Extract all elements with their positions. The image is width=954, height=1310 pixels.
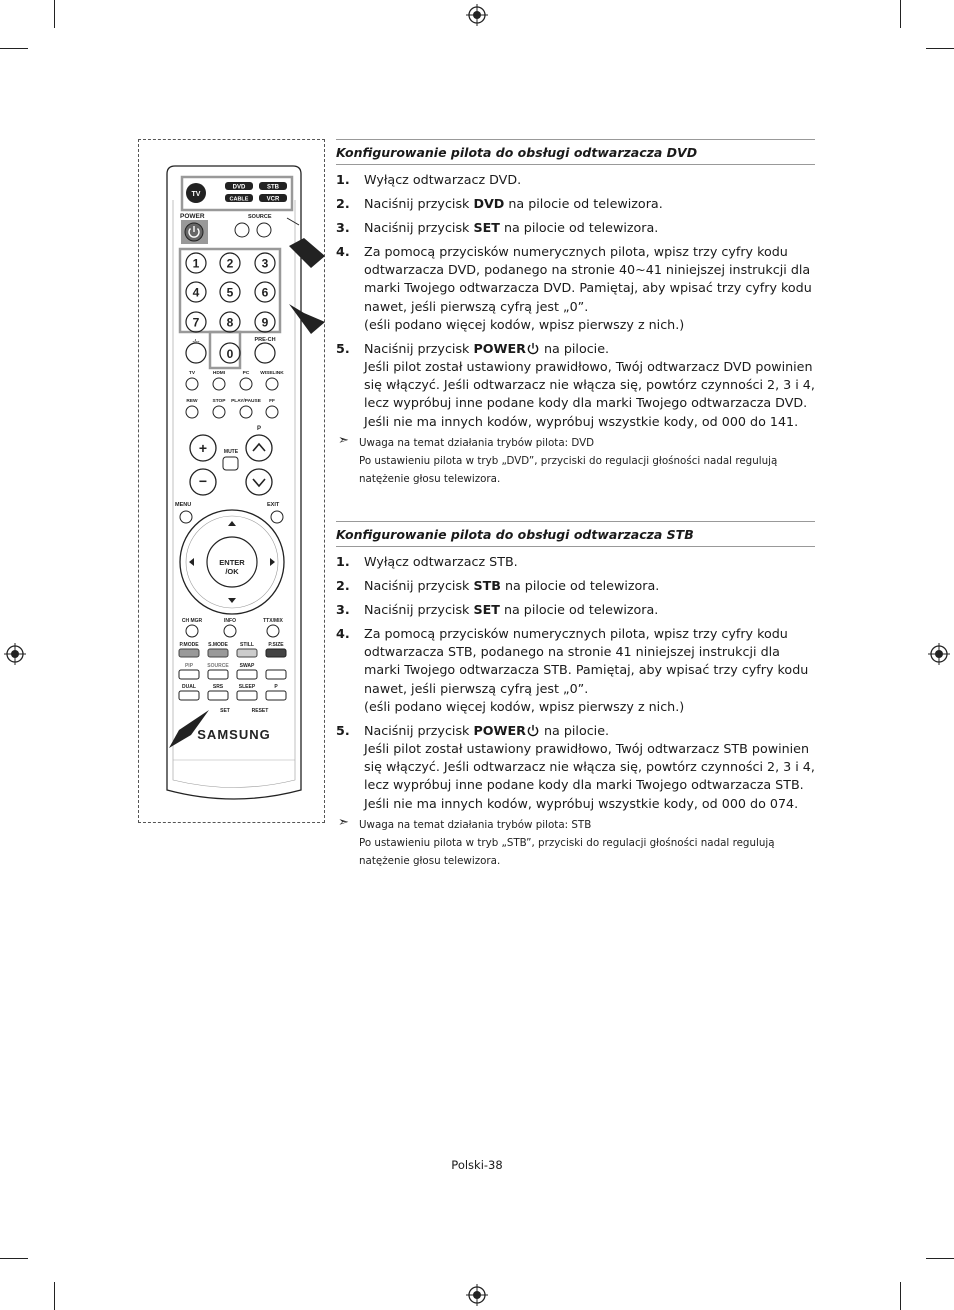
- row1-label-tv: TV: [188, 371, 196, 376]
- step-number: 3.: [336, 602, 350, 617]
- note-arrow-icon: ➣: [338, 432, 349, 448]
- note-title: Uwaga na temat działania trybów pilota: STB: [359, 818, 592, 831]
- registration-mark-icon: [4, 643, 26, 665]
- crop-mark: [0, 1258, 28, 1259]
- digit-label: 6: [261, 285, 269, 300]
- step-number: 1.: [336, 554, 350, 569]
- digit-label: 8: [226, 315, 234, 330]
- step-number: 5.: [336, 722, 350, 738]
- crop-mark: [900, 1282, 901, 1310]
- srs-label: SRS: [212, 684, 224, 690]
- psize-label: P.SIZE: [268, 642, 284, 648]
- step-text-post: na pilocie.: [539, 340, 610, 356]
- step-number: 2.: [336, 196, 350, 211]
- stb-mode-label: STB: [267, 184, 279, 191]
- pip-label: PIP: [184, 663, 194, 669]
- step-text: Naciśnij przycisk: [364, 220, 474, 235]
- step-text: Naciśnij przycisk: [364, 196, 474, 211]
- note-text: Po ustawieniu pilota w tryb „STB”, przyciski do regulacji głośności nadal regulują natężenie głosu telewizora.: [359, 836, 775, 867]
- exit-label: EXIT: [267, 502, 280, 508]
- step-text: Wyłącz odtwarzacz DVD.: [364, 172, 522, 187]
- tv-mode-label: TV: [191, 191, 201, 198]
- pmode-label: P.MODE: [179, 642, 199, 648]
- info-label: INFO: [224, 618, 236, 624]
- page-number: Polski-38: [451, 1158, 503, 1172]
- digit-label: 2: [226, 256, 234, 271]
- source2-label: SOURCE: [207, 663, 229, 669]
- set-label: SET: [220, 708, 230, 714]
- digit-0: 0: [226, 347, 234, 361]
- step-number: 5.: [336, 340, 350, 356]
- step-key: STB: [473, 578, 501, 593]
- step-item: [336, 722, 815, 813]
- dash-label: -/--: [192, 339, 200, 345]
- step-text: Naciśnij przycisk: [364, 340, 474, 356]
- step-item: [336, 577, 815, 595]
- step-text: Wyłącz odtwarzacz STB.: [364, 554, 518, 569]
- step-key: POWER: [473, 340, 526, 356]
- section-dvd: [336, 139, 815, 488]
- swap-label: SWAP: [239, 663, 255, 669]
- cable-mode-label: CABLE: [229, 196, 249, 203]
- note: [336, 434, 815, 488]
- p2-label: P: [274, 684, 278, 690]
- row1-label-hdmi: HDMI: [212, 371, 226, 376]
- menu-label: MENU: [175, 502, 192, 508]
- step-text: Naciśnij przycisk: [364, 602, 474, 617]
- step-extra: Jeśli pilot został ustawiony prawidłowo, Twój odtwarzacz DVD powinien się włączyć. Jeśli odtwarzacz nie włącza się, powtórz czynności 2, 3 i 4, lecz wypróbuj inne podane kody dla marki Twojego odtwarzacza DVD. Jeśli nie ma innych kodów, wypróbuj wszystkie kody, od 000 do 141.: [364, 359, 815, 429]
- step-number: 3.: [336, 220, 350, 235]
- step-key: DVD: [473, 196, 505, 211]
- ttxmix-label: TTX/MIX: [263, 618, 283, 624]
- step-item: [336, 601, 815, 619]
- step-text-post: na pilocie od telewizora.: [500, 578, 660, 593]
- step-text: Naciśnij przycisk: [364, 722, 474, 738]
- digit-label: 5: [226, 285, 234, 300]
- step-item: [336, 340, 815, 431]
- still-label: STILL: [240, 642, 254, 648]
- step-number: 2.: [336, 578, 350, 593]
- dual-label: DUAL: [182, 684, 196, 690]
- step-number: 4.: [336, 244, 350, 259]
- section-title: Konfigurowanie pilota do obsługi odtwarzacza STB: [336, 521, 815, 547]
- steps-list: [336, 553, 815, 813]
- source-label: SOURCE: [248, 214, 272, 220]
- step-number: 1.: [336, 172, 350, 187]
- smode-label: S.MODE: [208, 642, 228, 648]
- crop-mark: [54, 0, 55, 28]
- vcr-mode-label: VCR: [266, 196, 280, 203]
- row2-label-stop: STOP: [212, 399, 226, 404]
- digit-label: 7: [192, 315, 200, 330]
- step-item: [336, 553, 815, 571]
- step-extra: (eśli podano więcej kodów, wpisz pierwszy z nich.): [364, 316, 685, 332]
- step-item: [336, 219, 815, 237]
- sleep-label: SLEEP: [238, 684, 256, 690]
- remote-control-illustration: [139, 140, 326, 824]
- digit-label: 1: [192, 256, 200, 271]
- digit-label: 4: [192, 285, 200, 300]
- digit-label: 3: [261, 256, 269, 271]
- crop-mark: [0, 48, 28, 49]
- brand-logo: SAMSUNG: [197, 727, 271, 742]
- note: [336, 816, 815, 870]
- step-text-post: na pilocie od telewizora.: [504, 196, 663, 211]
- step-extra: (eśli podano więcej kodów, wpisz pierwszy z nich.): [364, 698, 685, 714]
- crop-mark: [900, 0, 901, 28]
- step-key: SET: [473, 602, 500, 617]
- step-text-post: na pilocie.: [539, 722, 610, 738]
- step-text: Za pomocą przycisków numerycznych pilota, wpisz trzy cyfry kodu odtwarzacza DVD, podanego na stronie 40~41 niniejszej instrukcji dla marki Twojego odtwarzacza DVD. Pamiętaj, aby wpisać trzy cyfry kodu nawet, jeśli pierwszą cyfrą jest „0”.: [364, 244, 812, 314]
- section-stb: [336, 521, 815, 870]
- registration-mark-icon: [928, 643, 950, 665]
- power-icon: [526, 724, 540, 737]
- power-icon: [526, 342, 540, 355]
- mute-label: MUTE: [223, 449, 239, 455]
- step-item: [336, 171, 815, 189]
- ok-label: /OK: [225, 567, 239, 576]
- digit-label: 9: [261, 315, 269, 330]
- dvd-mode-label: DVD: [232, 184, 246, 191]
- step-key: POWER: [473, 722, 526, 738]
- step-text-post: na pilocie od telewizora.: [499, 220, 659, 235]
- step-text-post: na pilocie od telewizora.: [499, 602, 659, 617]
- step-item: [336, 195, 815, 213]
- step-text: Za pomocą przycisków numerycznych pilota, wpisz trzy cyfry kodu odtwarzacza STB, podanego na stronie 41 niniejszej instrukcji dla marki Twojego odtwarzacza STB. Pamiętaj, aby wpisać trzy cyfry kodu nawet, jeśli pierwszą cyfrą jest „0”.: [364, 626, 809, 696]
- crop-mark: [926, 1258, 954, 1259]
- crop-mark: [54, 1282, 55, 1310]
- power-label: POWER: [180, 213, 205, 220]
- step-extra: Jeśli pilot został ustawiony prawidłowo, Twój odtwarzacz STB powinien się włączyć. Jeśli odtwarzacz nie włącza się, powtórz czynności 2, 3 i 4, lecz wypróbuj inne podane kody dla marki Twojego odtwarzacza STB. Jeśli nie ma innych kodów, wypróbuj wszystkie kody, od 000 do 074.: [364, 741, 815, 811]
- row2-label-rew: REW: [186, 399, 198, 404]
- row1-label-wiselink: WISELINK: [260, 371, 284, 376]
- step-item: [336, 625, 815, 716]
- p-label: P: [256, 426, 262, 432]
- reset-label: RESET: [251, 708, 269, 714]
- registration-mark-icon: [466, 1284, 488, 1306]
- note-title: Uwaga na temat działania trybów pilota: DVD: [359, 436, 595, 449]
- note-arrow-icon: ➣: [338, 814, 349, 830]
- section-title: Konfigurowanie pilota do obsługi odtwarzacza DVD: [336, 139, 815, 165]
- step-key: SET: [473, 220, 500, 235]
- row1-label-pc: PC: [242, 371, 250, 376]
- step-text: Naciśnij przycisk: [364, 578, 474, 593]
- svg-text:−: −: [198, 473, 208, 489]
- registration-mark-icon: [466, 4, 488, 26]
- svg-text:+: +: [198, 440, 208, 456]
- chmgr-label: CH MGR: [181, 618, 203, 624]
- row2-label-ff: FF: [269, 399, 275, 404]
- step-item: [336, 243, 815, 334]
- prech-label: PRE-CH: [254, 337, 276, 343]
- step-number: 4.: [336, 626, 350, 641]
- enter-label: ENTER: [219, 558, 245, 567]
- steps-list: [336, 171, 815, 431]
- remote-illustration-frame: [138, 139, 325, 823]
- row2-label-playpause: PLAY/PAUSE: [231, 399, 261, 404]
- crop-mark: [926, 48, 954, 49]
- note-text: Po ustawieniu pilota w tryb „DVD”, przyciski do regulacji głośności nadal regulują natężenie głosu telewizora.: [359, 454, 778, 485]
